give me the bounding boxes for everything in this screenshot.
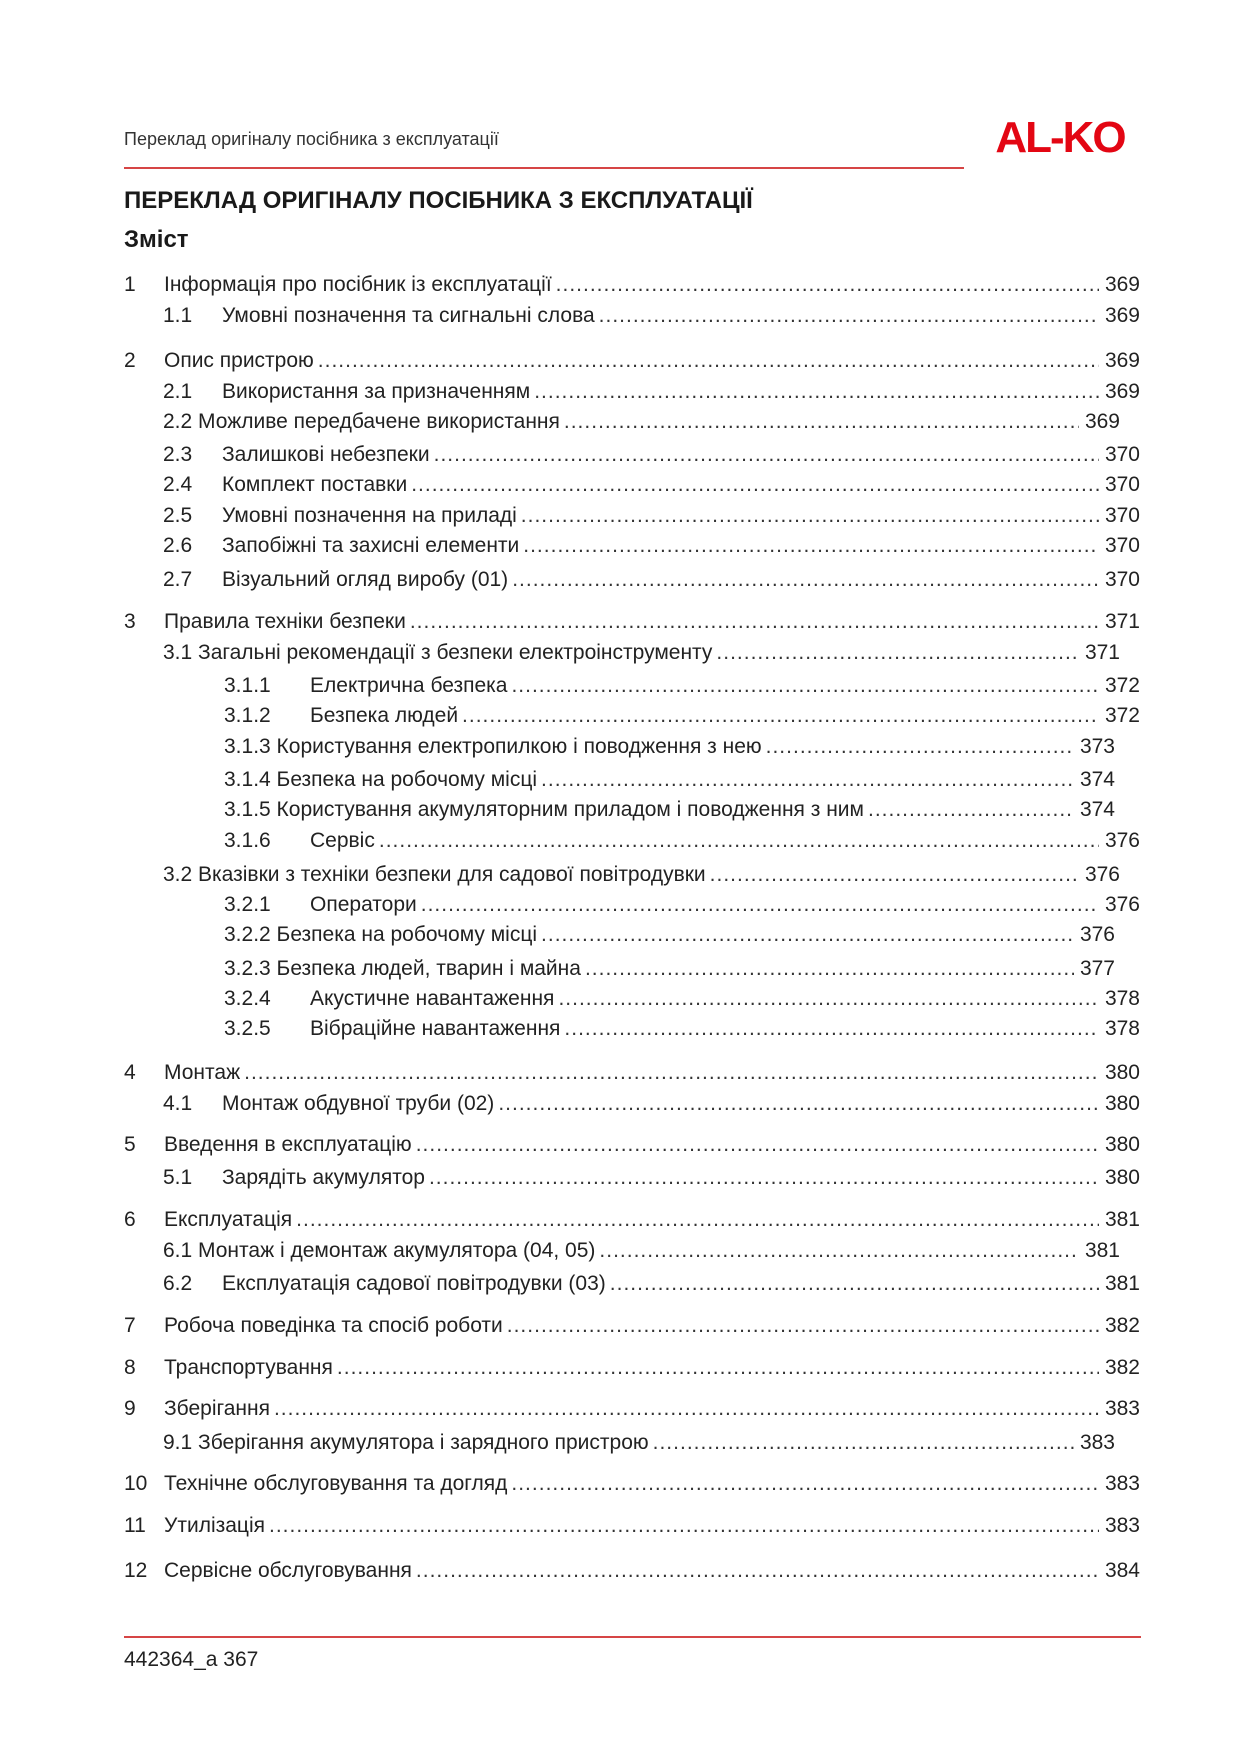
toc-entry-title: Використання за призначенням: [222, 380, 531, 403]
toc-entry[interactable]: [224, 701, 1140, 731]
toc-entry-number: 3.1.6: [224, 829, 271, 852]
toc-entry[interactable]: [163, 638, 1120, 668]
toc-entry-title: Технічне обслуговування та догляд: [164, 1472, 508, 1495]
toc-entry-page: 383: [1104, 1397, 1140, 1420]
toc-entry[interactable]: [163, 1428, 1115, 1458]
toc-entry-number: 7: [124, 1314, 136, 1337]
toc-dot-leader: [421, 890, 1099, 920]
toc-dot-leader: [564, 1014, 1099, 1044]
toc-dot-leader: [296, 1205, 1099, 1235]
toc-entry-page: 380: [1104, 1133, 1140, 1156]
toc-dot-leader: [511, 671, 1098, 701]
toc-entry-number: 3: [124, 610, 136, 633]
toc-entry-page: 374: [1079, 798, 1115, 821]
toc-dot-leader: [434, 440, 1099, 470]
toc-entry[interactable]: [124, 1469, 1140, 1499]
toc-entry-number: 9: [124, 1397, 136, 1420]
toc-entry-title: Безпека людей: [310, 704, 459, 727]
toc-entry[interactable]: [124, 1205, 1140, 1235]
toc-dot-leader: [462, 701, 1099, 731]
toc-entry-title: Правила техніки безпеки: [164, 610, 406, 633]
toc-entry-page: 378: [1104, 987, 1140, 1010]
toc-entry-title: Монтаж: [164, 1061, 241, 1084]
toc-entry[interactable]: [163, 440, 1140, 470]
logo-text: AL-KO: [995, 113, 1125, 162]
toc-dot-leader: [653, 1428, 1074, 1458]
toc-dot-leader: [521, 501, 1099, 531]
toc-entry[interactable]: [124, 607, 1140, 637]
toc-entry-title: Експлуатація садової повітродувки (03): [222, 1272, 606, 1295]
toc-dot-leader: [534, 377, 1099, 407]
toc-entry-title: 3.1.5 Користування акумуляторним приладом і поводження з ним: [224, 798, 864, 821]
toc-entry-page: 383: [1104, 1514, 1140, 1537]
toc-entry-page: 369: [1104, 304, 1140, 327]
toc-entry-page: 371: [1104, 610, 1140, 633]
toc-entry[interactable]: [124, 1353, 1140, 1383]
toc-entry-title: 2.2 Можливе передбачене використання: [163, 410, 560, 433]
toc-entry[interactable]: [224, 1014, 1140, 1044]
toc-entry[interactable]: [163, 407, 1120, 437]
toc-entry[interactable]: [224, 920, 1115, 950]
toc-entry-number: 2.4: [163, 473, 193, 496]
toc-dot-leader: [507, 1311, 1099, 1341]
toc-entry-page: 384: [1104, 1559, 1140, 1582]
toc-entry-number: 3.1.1: [224, 674, 271, 697]
toc-entry-title: 3.2 Вказівки з техніки безпеки для садової повітродувки: [163, 863, 706, 886]
toc-entry-number: 12: [124, 1559, 148, 1582]
toc-entry[interactable]: [224, 826, 1140, 856]
toc-entry-page: 370: [1104, 443, 1140, 466]
toc-entry-page: 370: [1104, 473, 1140, 496]
toc-entry-page: 376: [1079, 923, 1115, 946]
toc-entry-page: 369: [1104, 380, 1140, 403]
toc-entry-number: 2.3: [163, 443, 193, 466]
toc-entry[interactable]: [124, 270, 1140, 300]
toc-entry-title: Утилізація: [164, 1514, 265, 1537]
toc-dot-leader: [599, 301, 1099, 331]
toc-entry-page: 380: [1104, 1166, 1140, 1189]
footer-divider: [124, 1636, 1141, 1638]
toc-entry-title: 3.1.3 Користування електропилкою і поводження з нею: [224, 735, 762, 758]
toc-entry-number: 2.5: [163, 504, 193, 527]
toc-entry-title: 9.1 Зберігання акумулятора і зарядного пристрою: [163, 1431, 649, 1454]
toc-entry-title: 3.2.2 Безпека на робочому місці: [224, 923, 538, 946]
toc-dot-leader: [269, 1511, 1099, 1541]
toc-dot-leader: [410, 607, 1099, 637]
toc-entry-page: 380: [1104, 1061, 1140, 1084]
toc-entry-page: 369: [1104, 349, 1140, 372]
toc-entry[interactable]: [224, 671, 1140, 701]
toc-entry[interactable]: [224, 984, 1140, 1014]
toc-entry-page: 372: [1104, 704, 1140, 727]
toc-entry[interactable]: [224, 765, 1115, 795]
toc-entry[interactable]: [163, 531, 1140, 561]
toc-entry[interactable]: [124, 1511, 1140, 1541]
toc-entry-number: 1.1: [163, 304, 193, 327]
toc-dot-leader: [498, 1089, 1099, 1119]
toc-entry-page: 377: [1079, 957, 1115, 980]
toc-entry-number: 6: [124, 1208, 136, 1231]
toc-entry-title: Умовні позначення на приладі: [222, 504, 517, 527]
toc-entry-title: 3.1 Загальні рекомендації з безпеки електроінструменту: [163, 641, 713, 664]
toc-dot-leader: [337, 1353, 1099, 1383]
toc-entry-number: 2.7: [163, 568, 193, 591]
toc-entry-title: Електрична безпека: [310, 674, 508, 697]
toc-entry-title: Інформація про посібник із експлуатації: [164, 273, 552, 296]
toc-entry[interactable]: [124, 1311, 1140, 1341]
toc-entry-page: 382: [1104, 1314, 1140, 1337]
toc-entry[interactable]: [124, 1058, 1140, 1088]
toc-entry-title: Монтаж обдувної труби (02): [222, 1092, 495, 1115]
toc-entry-title: Сервісне обслуговування: [164, 1559, 412, 1582]
toc-entry-page: 370: [1104, 504, 1140, 527]
toc-entry[interactable]: [163, 501, 1140, 531]
toc-entry-number: 4: [124, 1061, 136, 1084]
toc-dot-leader: [416, 1130, 1099, 1160]
toc-entry-page: 383: [1104, 1472, 1140, 1495]
toc-entry-page: 376: [1104, 829, 1140, 852]
toc-entry-title: Акустичне навантаження: [310, 987, 555, 1010]
toc-entry-number: 10: [124, 1472, 148, 1495]
toc-entry[interactable]: [163, 1269, 1140, 1299]
toc-entry-page: 369: [1084, 410, 1120, 433]
toc-entry-number: 6.2: [163, 1272, 193, 1295]
toc-entry-page: 381: [1084, 1239, 1120, 1262]
toc-entry[interactable]: [124, 1556, 1140, 1586]
toc-entry-title: Візуальний огляд виробу (01): [222, 568, 509, 591]
toc-dot-leader: [416, 1556, 1099, 1586]
toc-entry-page: 380: [1104, 1092, 1140, 1115]
toc-entry[interactable]: [163, 377, 1140, 407]
toc-dot-leader: [523, 531, 1099, 561]
toc-heading: Зміст: [124, 226, 189, 253]
toc-entry-title: 3.2.3 Безпека людей, тварин і майна: [224, 957, 581, 980]
toc-entry[interactable]: [124, 346, 1140, 376]
toc-entry[interactable]: [224, 732, 1115, 762]
toc-entry[interactable]: [163, 301, 1140, 331]
toc-entry-page: 372: [1104, 674, 1140, 697]
toc-entry[interactable]: [163, 1089, 1140, 1119]
toc-entry-number: 8: [124, 1356, 136, 1379]
toc-entry-page: 370: [1104, 534, 1140, 557]
toc-entry-number: 11: [124, 1514, 146, 1537]
page-title: ПЕРЕКЛАД ОРИГІНАЛУ ПОСІБНИКА З ЕКСПЛУАТАЦІЇ: [124, 187, 753, 214]
toc-entry-title: 3.1.4 Безпека на робочому місці: [224, 768, 538, 791]
toc-entry[interactable]: [163, 470, 1140, 500]
toc-dot-leader: [244, 1058, 1099, 1088]
toc-dot-leader: [429, 1163, 1099, 1193]
toc-entry[interactable]: [224, 954, 1115, 984]
toc-entry-page: 381: [1104, 1208, 1140, 1231]
toc-entry-page: 370: [1104, 568, 1140, 591]
toc-entry-title: Введення в експлуатацію: [164, 1133, 412, 1156]
running-header: Переклад оригіналу посібника з експлуатації: [124, 129, 499, 149]
toc-dot-leader: [558, 984, 1099, 1014]
toc-entry-number: 3.2.4: [224, 987, 271, 1010]
toc-entry-title: Транспортування: [164, 1356, 333, 1379]
toc-dot-leader: [512, 565, 1099, 595]
toc-entry-title: Запобіжні та захисні елементи: [222, 534, 520, 557]
toc-dot-leader: [868, 795, 1074, 825]
toc-dot-leader: [411, 470, 1099, 500]
toc-entry-page: 383: [1079, 1431, 1115, 1454]
toc-entry[interactable]: [163, 565, 1140, 595]
toc-entry-page: 381: [1104, 1272, 1140, 1295]
toc-entry[interactable]: [163, 1236, 1120, 1266]
toc-entry-number: 3.2.5: [224, 1017, 271, 1040]
toc-entry-title: Опис пристрою: [164, 349, 314, 372]
toc-dot-leader: [766, 732, 1074, 762]
toc-entry-title: Зберігання: [164, 1397, 270, 1420]
toc-entry-page: 371: [1084, 641, 1120, 664]
footer-page-number: 442364_a 367: [124, 1648, 259, 1671]
toc-entry-number: 2: [124, 349, 136, 372]
toc-entry-number: 1: [124, 273, 136, 296]
toc-dot-leader: [556, 270, 1099, 300]
toc-entry-number: 2.6: [163, 534, 193, 557]
toc-dot-leader: [541, 920, 1074, 950]
toc-entry-page: 374: [1079, 768, 1115, 791]
toc-entry-number: 4.1: [163, 1092, 193, 1115]
toc-dot-leader: [599, 1236, 1079, 1266]
toc-entry[interactable]: [224, 890, 1140, 920]
toc-dot-leader: [511, 1469, 1099, 1499]
toc-entry-page: 378: [1104, 1017, 1140, 1040]
toc-dot-leader: [585, 954, 1074, 984]
toc-entry-title: Комплект поставки: [222, 473, 408, 496]
toc-dot-leader: [318, 346, 1099, 376]
toc-entry[interactable]: [124, 1394, 1140, 1424]
toc-dot-leader: [564, 407, 1079, 437]
toc-entry-page: 376: [1084, 863, 1120, 886]
toc-entry-title: 6.1 Монтаж і демонтаж акумулятора (04, 05): [163, 1239, 596, 1262]
toc-entry-page: 369: [1104, 273, 1140, 296]
toc-entry-number: 5: [124, 1133, 136, 1156]
toc-entry-title: Сервіс: [310, 829, 375, 852]
toc-dot-leader: [710, 860, 1079, 890]
toc-entry-title: Залишкові небезпеки: [222, 443, 430, 466]
toc-entry-title: Експлуатація: [164, 1208, 293, 1231]
toc-entry-title: Умовні позначення та сигнальні слова: [222, 304, 595, 327]
toc-entry-title: Зарядіть акумулятор: [222, 1166, 425, 1189]
toc-entry-number: 2.1: [163, 380, 193, 403]
toc-entry-number: 5.1: [163, 1166, 193, 1189]
toc-dot-leader: [716, 638, 1079, 668]
toc-entry-title: Оператори: [310, 893, 417, 916]
toc-dot-leader: [274, 1394, 1099, 1424]
toc-entry-title: Вібраційне навантаження: [310, 1017, 561, 1040]
toc-entry-number: 3.2.1: [224, 893, 271, 916]
toc-entry[interactable]: [163, 1163, 1140, 1193]
toc-entry-number: 3.1.2: [224, 704, 271, 727]
toc-dot-leader: [541, 765, 1074, 795]
toc-dot-leader: [610, 1269, 1099, 1299]
toc-entry[interactable]: [224, 795, 1115, 825]
toc-dot-leader: [379, 826, 1099, 856]
toc-entry[interactable]: [124, 1130, 1140, 1160]
toc-entry-page: 376: [1104, 893, 1140, 916]
toc-entry-page: 373: [1079, 735, 1115, 758]
toc-entry-title: Робоча поведінка та спосіб роботи: [164, 1314, 503, 1337]
toc-entry[interactable]: [163, 860, 1120, 890]
toc-entry-page: 382: [1104, 1356, 1140, 1379]
